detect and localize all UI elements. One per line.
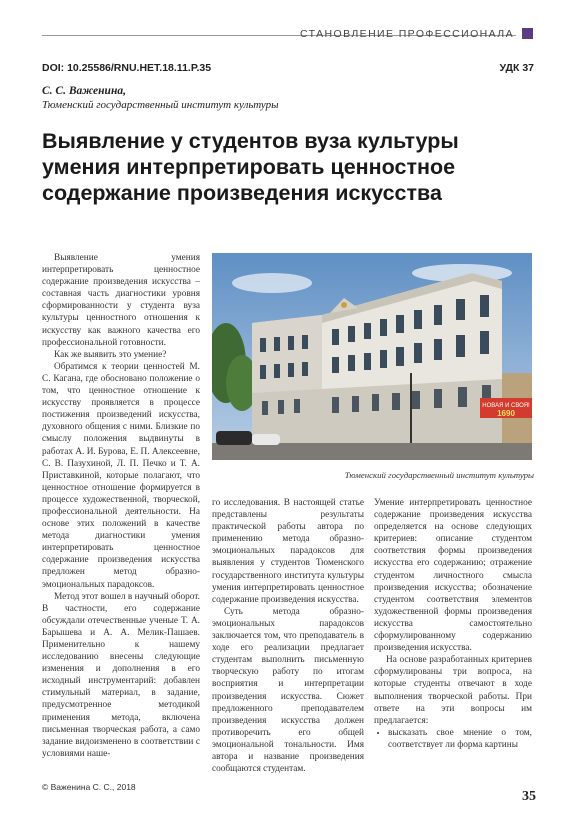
body-column-middle: [212, 497, 364, 775]
paragraph: Как же выявить это умение?: [54, 349, 167, 360]
paragraph: Метод этот вошел в научный оборот. В частности, его содержание обсуждали отечественные ученые Т. А. Барышева и А. А. Мелик-Пашаев. Применительно к нашему исследованию внесены следующие изменения и дополнения в его исходный инструментарий: добавлен стимульный материал, в задание, предусмотренное методикой применения метода, включена письменная творческая работа, а само задание видоизменено в соответствии с условиями наше-: [42, 591, 200, 759]
doi: DOI: 10.25586/RNU.HET.18.11.P.35: [42, 62, 212, 74]
building-illustration: [212, 253, 532, 460]
copyright: © Важенина С. С., 2018: [42, 782, 136, 792]
section-label: СТАНОВЛЕНИЕ ПРОФЕССИОНАЛА: [300, 28, 514, 40]
paragraph: Суть метода образно-эмоциональных парадоксов заключается том, что преподаватель в ходе его реализации предлагает студентам выполнить письменную творческую работу по итогам восприятия и интерпретации произведения искусства. Сюжет предложенного преподавателем произведения искусства должен противоречить его общей эмоциональной тональности. Имя автора и название произведения сообщаются студентам.: [212, 606, 364, 775]
photo-caption: Тюменский государственный институт культуры: [344, 470, 534, 480]
banner-text: НОВАЯ И СВОЯ!: [482, 403, 530, 409]
page-number: 35: [522, 789, 536, 804]
paragraph: На основе разработанных критериев сформулированы три вопроса, на которые студенты отвечают в ходе выполнения творческой работы. При ответе на эти вопросы им предлагается:: [374, 655, 532, 726]
paragraph: Умение интерпретировать ценностное содержание произведения искусства определяется на основе следующих критериев: описание студентом соответствия формы произведения искусства его содержанию; отражение студентом личностного смысла произведения искусства; обозначение студентом соответствия элементов художественной формы произведения искусства самостоятельно сформулированному содержанию произведения искусства.: [374, 498, 532, 654]
body-column-left: [42, 252, 200, 760]
bullet-list: [374, 727, 532, 751]
paragraph: Обратимся к теории ценностей М. С. Кагана, где обосновано положение о том, что ценностное отношение к искусству проявляется в процессе постижения произведений искусства, духовного общения с ними. Близкие по смыслу положения выдвинуты в работах А. И. Бурова, Е. П. Алексеевне, С. В. Пазухиной, Л. П. Печко и Т. А. Приставкиной, которые полагают, что ценностное отношение формируется в процессе художественной, творческой, профессиональной деятельности. На основе этих положений в качестве метода диагностики умения интерпретировать ценностное содержание произведения искусства предложен метод образно-эмоциональных парадоксов.: [42, 361, 200, 590]
paragraph: го исследования. В настоящей статье представлены результаты практической работы автора по применению метода образно-эмоциональных парадоксов для выявления у студентов Тюменского государственного института культуры умения интерпретировать ценностное содержание произведения искусства.: [212, 498, 364, 605]
section-color-mark: [522, 28, 533, 39]
author-name: С. С. Важенина,: [42, 85, 126, 97]
author-affiliation: Тюменский государственный институт культуры: [42, 99, 279, 111]
article-title: Выявление у студентов вуза культуры умения интерпретировать ценностное содержание произведения искусства: [42, 129, 459, 205]
paragraph: Выявление умения интерпретировать ценностное содержание произведения искусства – составная часть диагностики уровня сформированности у студента вуза культуры ценностного отношения к искусству как важного качества его профессиональной готовности.: [42, 253, 200, 348]
list-item: • высказать свое мнение о том, соответствует ли форма картины: [388, 727, 532, 751]
building-photo: [212, 253, 532, 460]
banner-price: 1690: [497, 409, 515, 418]
udk-code: УДК 37: [499, 62, 534, 74]
body-column-right: [374, 497, 532, 751]
